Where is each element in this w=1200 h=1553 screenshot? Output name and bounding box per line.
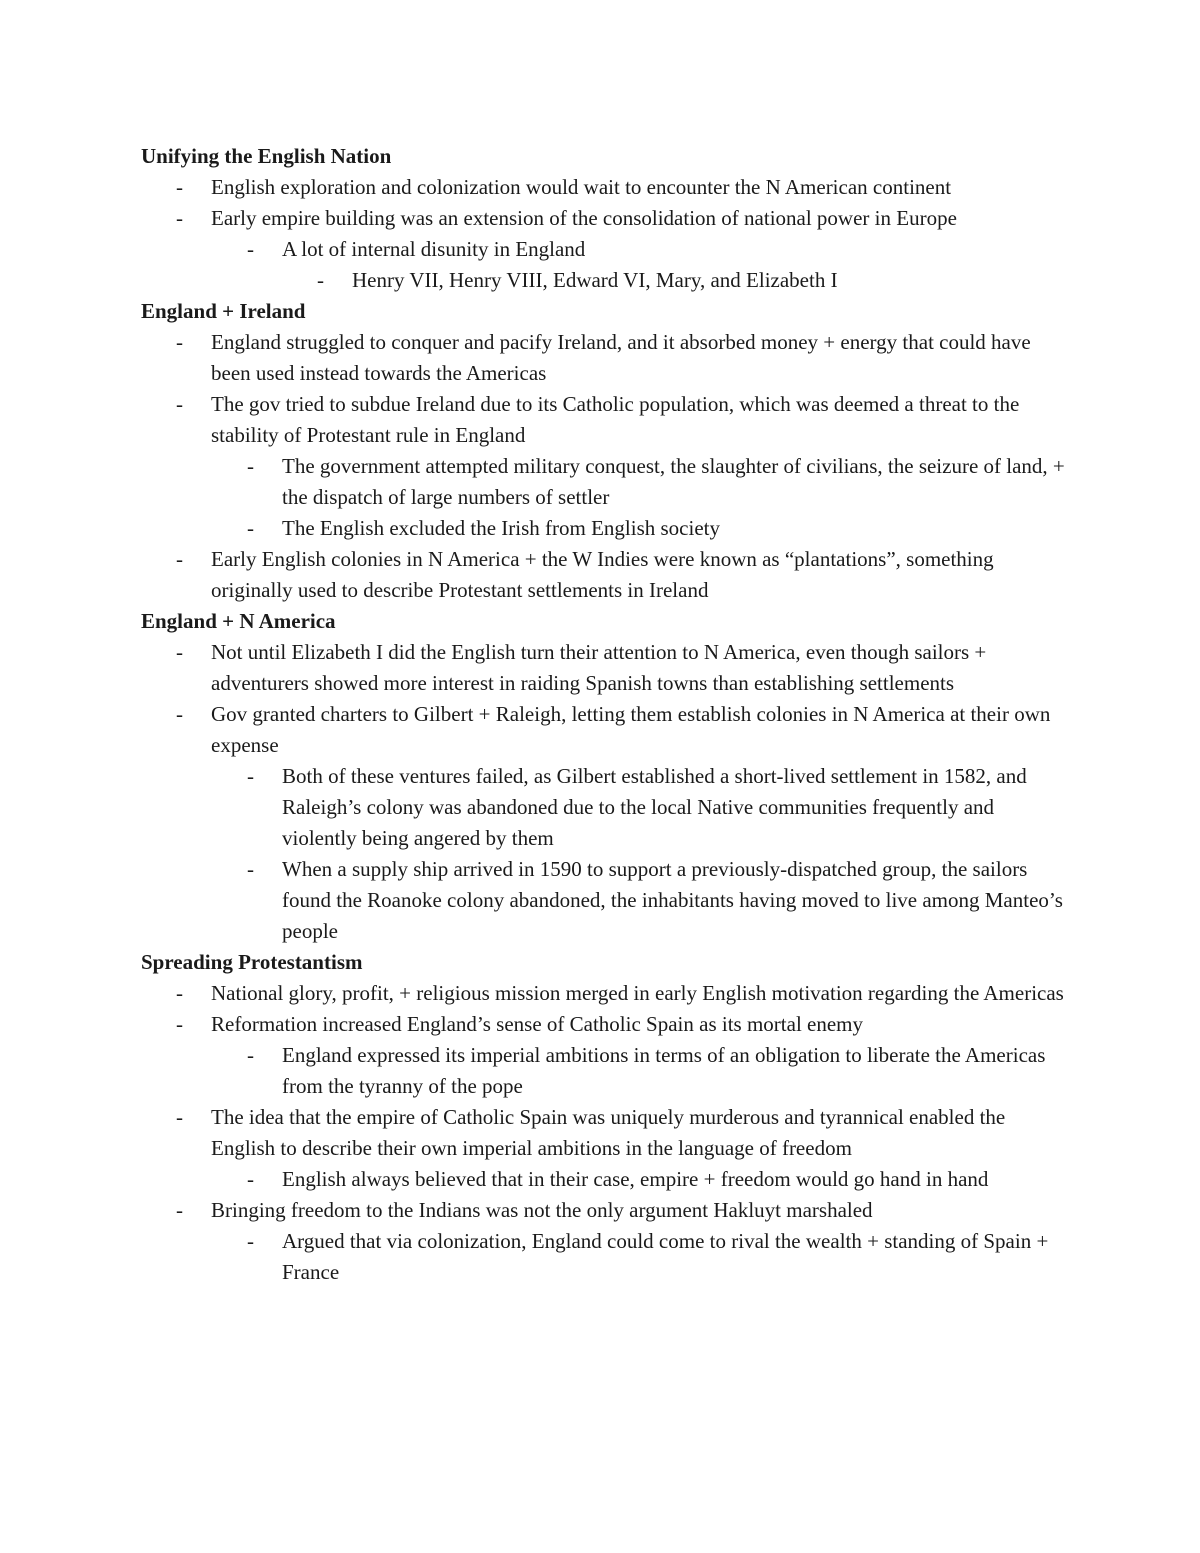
bullet-text: The gov tried to subdue Ireland due to its Catholic population, which was deemed a threat to the stability of Protestant rule in England	[211, 392, 1020, 447]
dash-bullet-icon: -	[176, 981, 183, 1005]
bullet-text: When a supply ship arrived in 1590 to support a previously-dispatched group, the sailors found the Roanoke colony abandoned, the inhabitants having moved to live among Manteo’s people	[282, 857, 1063, 943]
bullet-text: Henry VII, Henry VIII, Edward VI, Mary, and Elizabeth I	[352, 268, 838, 292]
bullet-item	[141, 1195, 1071, 1226]
bullet-item	[141, 1009, 1071, 1040]
section-heading: Spreading Protestantism	[141, 950, 363, 974]
section-heading: England + Ireland	[141, 299, 306, 323]
dash-bullet-icon: -	[247, 1229, 254, 1253]
bullet-text: A lot of internal disunity in England	[282, 237, 586, 261]
bullet-text: National glory, profit, + religious mission merged in early English motivation regarding the Americas	[211, 981, 1064, 1005]
dash-bullet-icon: -	[247, 237, 254, 261]
bullet-item	[141, 544, 1071, 606]
dash-bullet-icon: -	[247, 764, 254, 788]
dash-bullet-icon: -	[247, 454, 254, 478]
bullet-item	[141, 327, 1071, 389]
dash-bullet-icon: -	[176, 392, 183, 416]
dash-bullet-icon: -	[176, 1198, 183, 1222]
bullet-item	[141, 234, 1071, 265]
dash-bullet-icon: -	[176, 1105, 183, 1129]
section-heading: Unifying the English Nation	[141, 144, 392, 168]
bullet-item	[141, 1164, 1071, 1195]
bullet-text: Not until Elizabeth I did the English turn their attention to N America, even though sailors + adventurers showed more interest in raiding Spanish towns than establishing settlements	[211, 640, 987, 695]
section-heading: England + N America	[141, 609, 336, 633]
bullet-text: The government attempted military conquest, the slaughter of civilians, the seizure of land, + the dispatch of large numbers of settler	[282, 454, 1065, 509]
bullet-text: The English excluded the Irish from English society	[282, 516, 720, 540]
bullet-text: Argued that via colonization, England could come to rival the wealth + standing of Spain + France	[282, 1229, 1049, 1284]
bullet-text: English always believed that in their case, empire + freedom would go hand in hand	[282, 1167, 989, 1191]
bullet-item	[141, 389, 1071, 451]
bullet-item	[141, 761, 1071, 854]
bullet-text: Bringing freedom to the Indians was not the only argument Hakluyt marshaled	[211, 1198, 873, 1222]
bullet-item	[141, 172, 1071, 203]
bullet-text: England struggled to conquer and pacify Ireland, and it absorbed money + energy that could have been used instead towards the Americas	[211, 330, 1031, 385]
dash-bullet-icon: -	[176, 206, 183, 230]
bullet-text: England expressed its imperial ambitions in terms of an obligation to liberate the Americas from the tyranny of the pope	[282, 1043, 1046, 1098]
bullet-text: Reformation increased England’s sense of Catholic Spain as its mortal enemy	[211, 1012, 864, 1036]
bullet-item	[141, 203, 1071, 234]
dash-bullet-icon: -	[176, 175, 183, 199]
bullet-text: The idea that the empire of Catholic Spain was uniquely murderous and tyrannical enabled the English to describe their own imperial ambitions in the language of freedom	[211, 1105, 1006, 1160]
bullet-item	[141, 637, 1071, 699]
dash-bullet-icon: -	[176, 330, 183, 354]
bullet-item	[141, 1040, 1071, 1102]
bullet-item	[141, 265, 1071, 296]
bullet-text: Early empire building was an extension of the consolidation of national power in Europe	[211, 206, 957, 230]
dash-bullet-icon: -	[317, 268, 324, 292]
bullet-text: Both of these ventures failed, as Gilbert established a short-lived settlement in 1582, and Raleigh’s colony was abandoned due to the local Native communities frequently and violently being angered by them	[282, 764, 1027, 850]
dash-bullet-icon: -	[176, 547, 183, 571]
bullet-item	[141, 854, 1071, 947]
dash-bullet-icon: -	[247, 1167, 254, 1191]
dash-bullet-icon: -	[247, 1043, 254, 1067]
dash-bullet-icon: -	[247, 516, 254, 540]
dash-bullet-icon: -	[176, 702, 183, 726]
bullet-item	[141, 978, 1071, 1009]
bullet-item	[141, 513, 1071, 544]
bullet-text: English exploration and colonization would wait to encounter the N American continent	[211, 175, 952, 199]
dash-bullet-icon: -	[176, 1012, 183, 1036]
dash-bullet-icon: -	[247, 857, 254, 881]
bullet-text: Early English colonies in N America + the W Indies were known as “plantations”, something originally used to describe Protestant settlements in Ireland	[211, 547, 994, 602]
dash-bullet-icon: -	[176, 640, 183, 664]
bullet-item	[141, 1226, 1071, 1288]
document-body	[141, 141, 1071, 1288]
bullet-item	[141, 699, 1071, 761]
bullet-item	[141, 451, 1071, 513]
bullet-text: Gov granted charters to Gilbert + Raleigh, letting them establish colonies in N America at their own expense	[211, 702, 1051, 757]
bullet-item	[141, 1102, 1071, 1164]
